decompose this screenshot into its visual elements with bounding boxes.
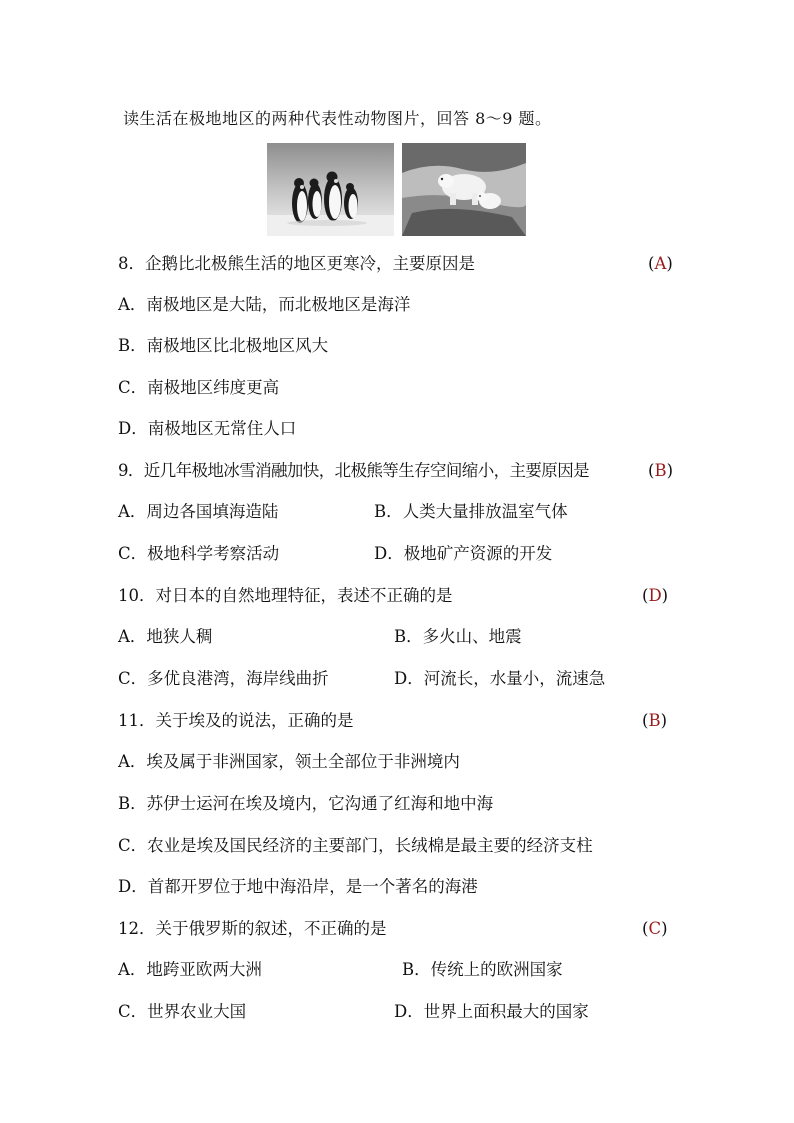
question-8-answer: [648, 253, 673, 275]
question-12-option-c: C．世界农业大国: [118, 1002, 247, 1021]
paren-close: ): [661, 586, 669, 605]
paren-close: ): [661, 919, 668, 938]
answer-letter: B: [648, 711, 661, 730]
paren-close: ): [666, 461, 674, 480]
paren-open: (: [642, 586, 649, 605]
question-9-option-b: B．人类大量排放温室气体: [374, 502, 568, 521]
paren-open: (: [648, 461, 655, 480]
answer-letter: D: [648, 586, 662, 605]
answer-letter: C: [648, 919, 662, 938]
question-12-option-d: D．世界上面积最大的国家: [394, 1002, 589, 1021]
question-11-option-d: D．首都开罗位于地中海沿岸，是一个著名的海港: [118, 877, 478, 896]
question-8-option-d: D．南极地区无常住人口: [118, 419, 297, 438]
question-10-option-d: D．河流长，水量小，流速急: [394, 669, 606, 688]
question-12-option-a: A．地跨亚欧两大洲: [118, 960, 262, 979]
question-12-answer: [642, 918, 668, 940]
question-10-option-c: C．多优良港湾，海岸线曲折: [118, 669, 329, 688]
question-10-option-a: A．地狭人稠: [118, 627, 213, 646]
question-12-option-b: B．传统上的欧洲国家: [402, 960, 563, 979]
polar-bears-image: [402, 143, 526, 236]
animal-photos: [267, 143, 527, 236]
question-9-option-a: A．周边各国填海造陆: [118, 502, 279, 521]
paren-close: ): [666, 254, 673, 273]
question-9-option-c: C．极地科学考察活动: [118, 544, 280, 563]
question-8-stem: 8．企鹅比北极熊生活的地区更寒冷，主要原因是: [118, 254, 475, 273]
question-12-stem: 12．关于俄罗斯的叙述，不正确的是: [118, 919, 387, 938]
question-10-option-b: B．多火山、地震: [394, 627, 522, 646]
paren-open: (: [642, 919, 649, 938]
question-9-answer: [648, 460, 673, 482]
question-11-option-b: B．苏伊士运河在埃及境内，它沟通了红海和地中海: [118, 794, 494, 813]
intro-text: 读生活在极地地区的两种代表性动物图片，回答 8～9 题。: [123, 109, 552, 128]
answer-letter: A: [654, 254, 667, 273]
question-8-option-a: A．南极地区是大陆，而北极地区是海洋: [118, 295, 411, 314]
penguins-image: [267, 143, 394, 236]
question-8-option-c: C．南极地区纬度更高: [118, 378, 280, 397]
question-10-stem: 10．对日本的自然地理特征，表述不正确的是: [118, 586, 453, 605]
question-11-option-c: C．农业是埃及国民经济的主要部门，长绒棉是最主要的经济支柱: [118, 836, 593, 855]
question-9-stem: 9．近几年极地冰雪消融加快，北极熊等生存空间缩小，主要原因是: [118, 461, 589, 480]
question-9-option-d: D．极地矿产资源的开发: [374, 544, 553, 563]
question-11-stem: 11．关于埃及的说法，正确的是: [118, 711, 354, 730]
paren-close: ): [660, 711, 668, 730]
question-11-option-a: A．埃及属于非洲国家，领土全部位于非洲境内: [118, 752, 460, 771]
question-11-answer: [642, 710, 667, 732]
paren-open: (: [642, 711, 649, 730]
paren-open: (: [648, 254, 655, 273]
answer-letter: B: [654, 461, 667, 480]
question-8-option-b: B．南极地区比北极地区风大: [118, 336, 329, 355]
question-10-answer: [642, 585, 668, 607]
